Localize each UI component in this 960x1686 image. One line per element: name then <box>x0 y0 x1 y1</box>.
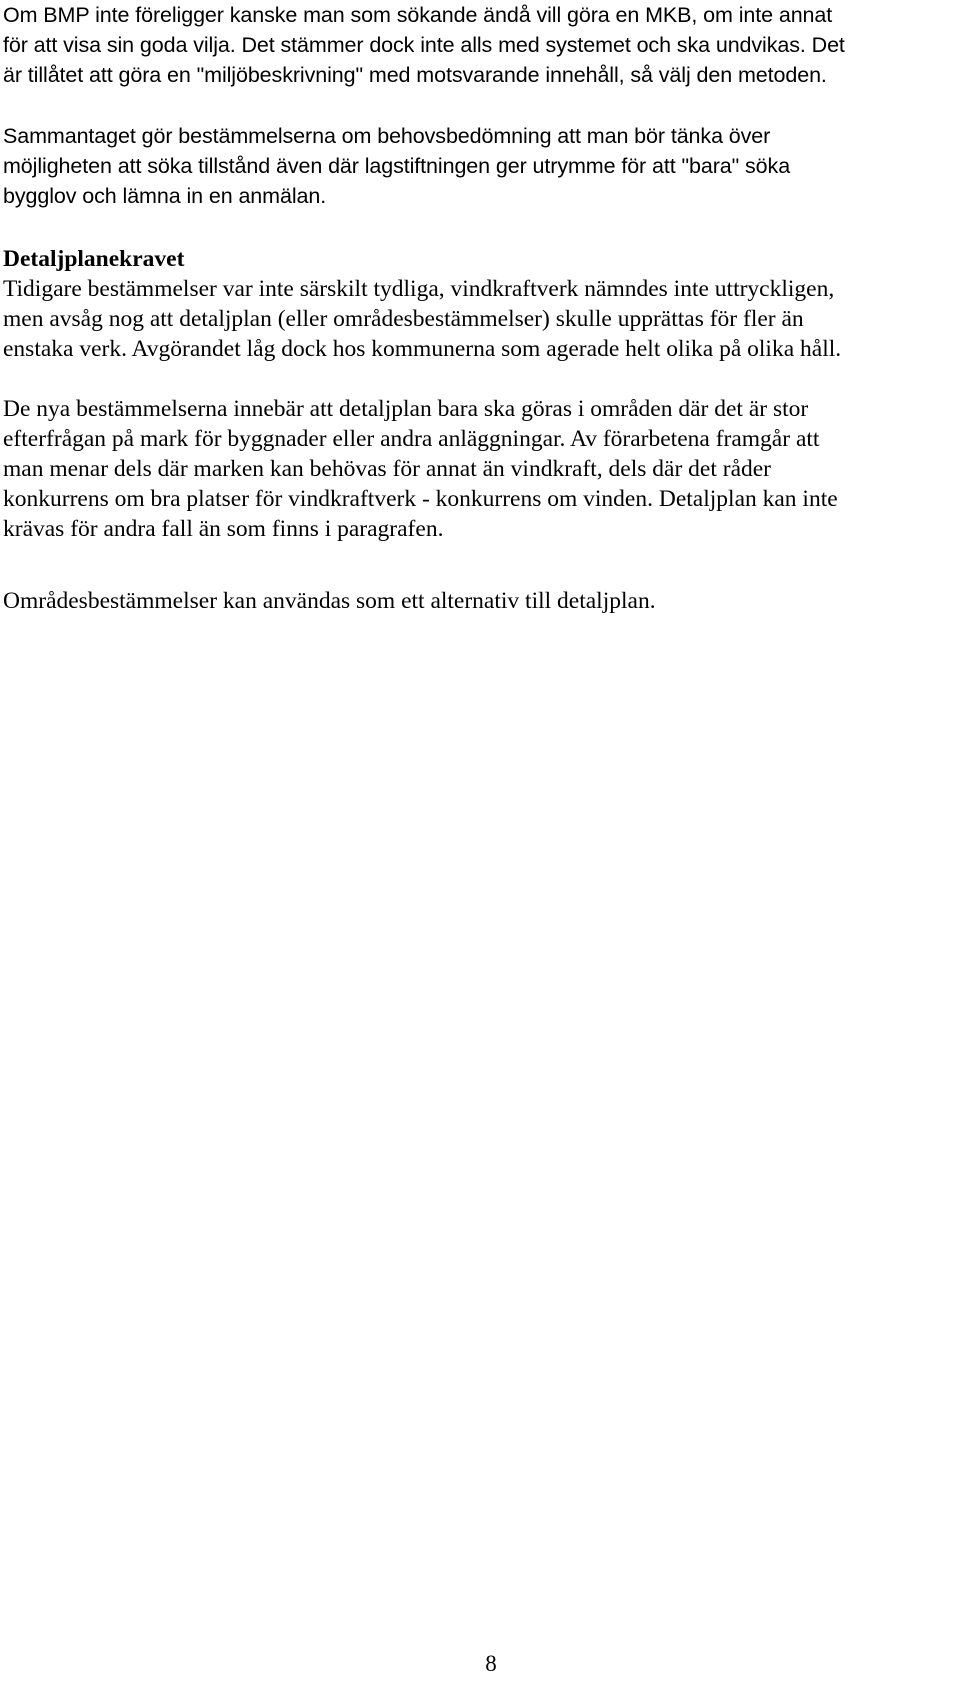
paragraph-line: Tidigare bestämmelser var inte särskilt tydliga, vindkraftverk nämndes inte uttryckligen, <box>3 276 835 302</box>
paragraph-line: man menar dels där marken kan behövas för annat än vindkraft, dels där det råder <box>3 456 772 482</box>
paragraph-mkb <box>3 0 953 90</box>
paragraph-omradesbestammelser <box>3 586 953 616</box>
paragraph-line: Sammantaget gör bestämmelserna om behovsbedömning att man bör tänka över <box>3 124 771 148</box>
section-heading: Detaljplanekravet <box>3 246 185 272</box>
paragraph-detaljplanekravet <box>3 244 953 364</box>
paragraph-line: konkurrens om bra platser för vindkraftverk - konkurrens om vinden. Detaljplan kan inte <box>3 486 838 512</box>
paragraph-nya-bestammelser <box>3 394 953 544</box>
paragraph-line: Områdesbestämmelser kan användas som ett alternativ till detaljplan. <box>3 588 656 614</box>
paragraph-line: bygglov och lämna in en anmälan. <box>3 184 327 208</box>
page-number: 8 <box>485 1651 497 1676</box>
paragraph-behovsbedomning <box>3 121 953 211</box>
paragraph-line: enstaka verk. Avgörandet låg dock hos kommunerna som agerade helt olika på olika håll. <box>3 336 842 362</box>
paragraph-line: efterfrågan på mark för byggnader eller andra anläggningar. Av förarbetena framgår att <box>3 426 820 452</box>
paragraph-line: krävas för andra fall än som finns i paragrafen. <box>3 516 444 542</box>
paragraph-line: De nya bestämmelserna innebär att detaljplan bara ska göras i områden där det är stor <box>3 396 809 422</box>
paragraph-line: för att visa sin goda vilja. Det stämmer dock inte alls med systemet och ska undvikas. Det <box>3 33 845 57</box>
paragraph-line: Om BMP inte föreligger kanske man som sökande ändå vill göra en MKB, om inte annat <box>3 3 833 27</box>
paragraph-line: men avsåg nog att detaljplan (eller områdesbestämmelser) skulle upprättas för fler än <box>3 306 804 332</box>
paragraph-line: är tillåtet att göra en "miljöbeskrivning" med motsvarande innehåll, så välj den metoden. <box>3 63 827 87</box>
paragraph-line: möjligheten att söka tillstånd även där lagstiftningen ger utrymme för att "bara" söka <box>3 154 791 178</box>
